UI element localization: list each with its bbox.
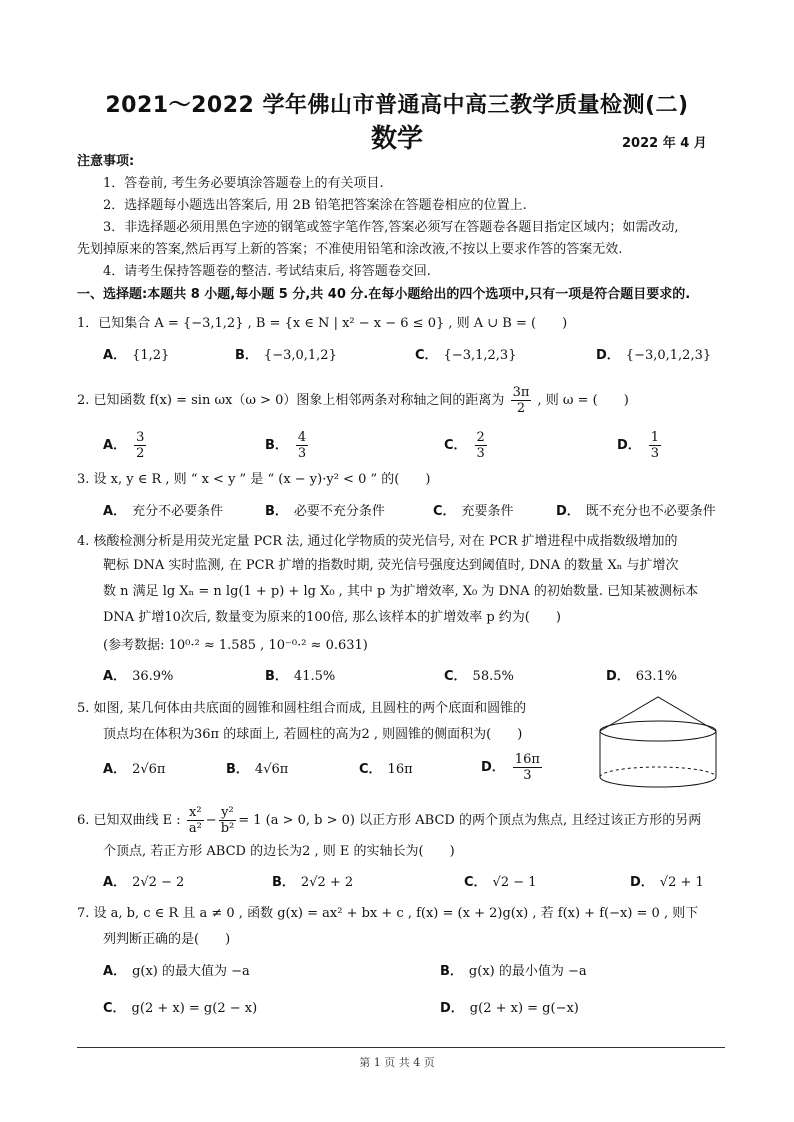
- q5-option-d: D． $\frac{16\pi}{3}$: [481, 752, 540, 783]
- footer-divider: [77, 1047, 725, 1048]
- q5-option-c: C． 16π: [359, 762, 413, 777]
- q4-option-b: B． 41.5%: [265, 669, 336, 684]
- subject-title: 数学: [370, 124, 423, 154]
- q7-option-c: C． g(2 + x) = g(2 − x): [103, 1001, 258, 1016]
- q4-option-a: A． 36.9%: [103, 669, 174, 684]
- q1-option-c: C． {−3,1,2,3}: [415, 348, 517, 363]
- question-7-line: 列判断正确的是( ): [103, 932, 231, 947]
- question-1: 1．已知集合 A = {−3,1,2} , B = {x ∈ N | x² − x − 6 ≤ 0} , 则 A ∪ B = ( ): [77, 316, 568, 331]
- q4-option-d: D． 63.1%: [606, 669, 678, 684]
- q3-option-c: C． 充要条件: [433, 504, 514, 519]
- question-3: 3. 设 x, y ∈ R , 则 “ x < y ” 是 “ (x − y)·y² < 0 ” 的( ): [77, 472, 431, 487]
- notice-heading: 注意事项:: [77, 154, 135, 169]
- q1-option-a: A． {1,2}: [103, 348, 170, 363]
- page-footer: 第 1 页 共 4 页: [359, 1056, 435, 1069]
- section-label: 一、选择题:: [77, 287, 148, 302]
- q2-option-c: C． $\frac{2}{3}$: [444, 430, 485, 461]
- q2-option-d: D． $\frac{1}{3}$: [617, 430, 660, 461]
- question-4-line: 靶标 DNA 实时监测, 在 PCR 扩增的指数时期, 荧光信号强度达到阈值时, DNA 的数量 Xₙ 与扩增次: [103, 558, 679, 573]
- q7-option-b: B． g(x) 的最小值为 −a: [440, 964, 587, 979]
- q6-frac-y: $\frac{\text{y²}}{\text{b²}}$: [220, 805, 235, 836]
- q6-option-b: B． 2√2 + 2: [272, 875, 354, 890]
- q2-option-b: B． $\frac{4}{3}$: [265, 430, 307, 461]
- section-heading: [77, 285, 690, 305]
- q5-option-a: A． 2√6π: [103, 762, 166, 777]
- q2-option-a: A． $\frac{3}{2}$: [103, 430, 145, 461]
- q3-option-b: B． 必要不充分条件: [265, 504, 385, 519]
- notice-item: 2．选择题每小题选出答案后, 用 2B 铅笔把答案涂在答题卷相应的位置上.: [103, 198, 527, 213]
- notice-item: 1．答卷前, 考生务必要填涂答题卷上的有关项目.: [103, 176, 384, 191]
- notice-item: 3．非选择题必须用黑色字迹的钢笔或签字笔作答,答案必须写在答题卷各题目指定区域内；如需改动,: [103, 220, 679, 235]
- q3-option-a: A． 充分不必要条件: [103, 504, 224, 519]
- notice-item: 4．请考生保持答题卷的整洁. 考试结束后, 将答题卷交回.: [103, 264, 431, 279]
- q1-option-b: B． {−3,0,1,2}: [235, 348, 337, 363]
- q3-option-d: D． 既不充分也不必要条件: [556, 504, 716, 519]
- q5-option-b: B． 4√6π: [226, 762, 289, 777]
- question-5-line: 顶点均在体积为36π 的球面上, 若圆柱的高为2 , 则圆锥的侧面积为( ): [103, 727, 523, 742]
- q6-option-c: C． √2 − 1: [464, 875, 537, 890]
- q6-option-a: A． 2√2 − 2: [103, 875, 185, 890]
- q1-option-d: D． {−3,0,1,2,3}: [596, 348, 712, 363]
- question-4-line: 4. 核酸检测分析是用荧光定量 PCR 法, 通过化学物质的荧光信号, 对在 PCR 扩增进程中成指数级增加的: [77, 534, 678, 549]
- exam-date: 2022 年 4 月: [622, 136, 707, 151]
- q2-fraction: $\frac{3\pi}{2}$: [512, 385, 530, 416]
- exam-title: 2021～2022 学年佛山市普通高中高三教学质量检测(二): [105, 93, 689, 118]
- q7-option-d: D． g(2 + x) = g(−x): [440, 1001, 579, 1016]
- q6-frac-x: $\frac{\text{x²}}{\text{a²}}$: [188, 805, 202, 836]
- question-4-line: DNA 扩增10次后, 数量变为原来的100倍, 那么该样本的扩增效率 p 约为( ): [103, 610, 561, 625]
- question-4-line: 数 n 满足 lg Xₙ = n lg(1 + p) + lg X₀ , 其中 p 为扩增效率, X₀ 为 DNA 的初始数量. 已知某被测标本: [103, 584, 699, 599]
- q4-option-c: C． 58.5%: [444, 669, 514, 684]
- question-6-line: 个顶点, 若正方形 ABCD 的边长为2 , 则 E 的实轴长为( ): [103, 844, 455, 859]
- question-6-line: 6. 已知双曲线 E : $\frac{\text{x²}}{\text{a²}}$ − $\frac{\text{y²}}{\text{b²}}$ = 1 (a > 0, b > 0) 以正方形 ABCD 的两个顶点为焦点, 且经过该正方形的另两: [77, 805, 702, 836]
- question-4-line: (参考数据: 10⁰·² ≈ 1.585 , 10⁻⁰·² ≈ 0.631): [103, 638, 368, 653]
- cone-cylinder-figure: [598, 695, 718, 791]
- notice-item: 先划掉原来的答案,然后再写上新的答案；不准使用铅笔和涂改液,不按以上要求作答的答案无效.: [77, 242, 623, 257]
- q6-option-d: D． √2 + 1: [630, 875, 704, 890]
- question-7-line: 7. 设 a, b, c ∈ R 且 a ≠ 0 , 函数 g(x) = ax² + bx + c , f(x) = (x + 2)g(x) , 若 f(x) + f(−x) = 0 , 则下: [77, 906, 699, 921]
- q7-option-a: A． g(x) 的最大值为 −a: [103, 964, 250, 979]
- question-2: 2. 已知函数 f(x) = sin ωx（ω > 0）图象上相邻两条对称轴之间的距离为 $\frac{3\pi}{2}$ , 则 ω = ( ): [77, 385, 629, 416]
- question-5-line: 5. 如图, 某几何体由共底面的圆锥和圆柱组合而成, 且圆柱的两个底面和圆锥的: [77, 701, 527, 716]
- section-desc: 本题共 8 小题,每小题 5 分,共 40 分.在每小题给出的四个选项中,只有一项是符合题目要求的.: [147, 287, 691, 302]
